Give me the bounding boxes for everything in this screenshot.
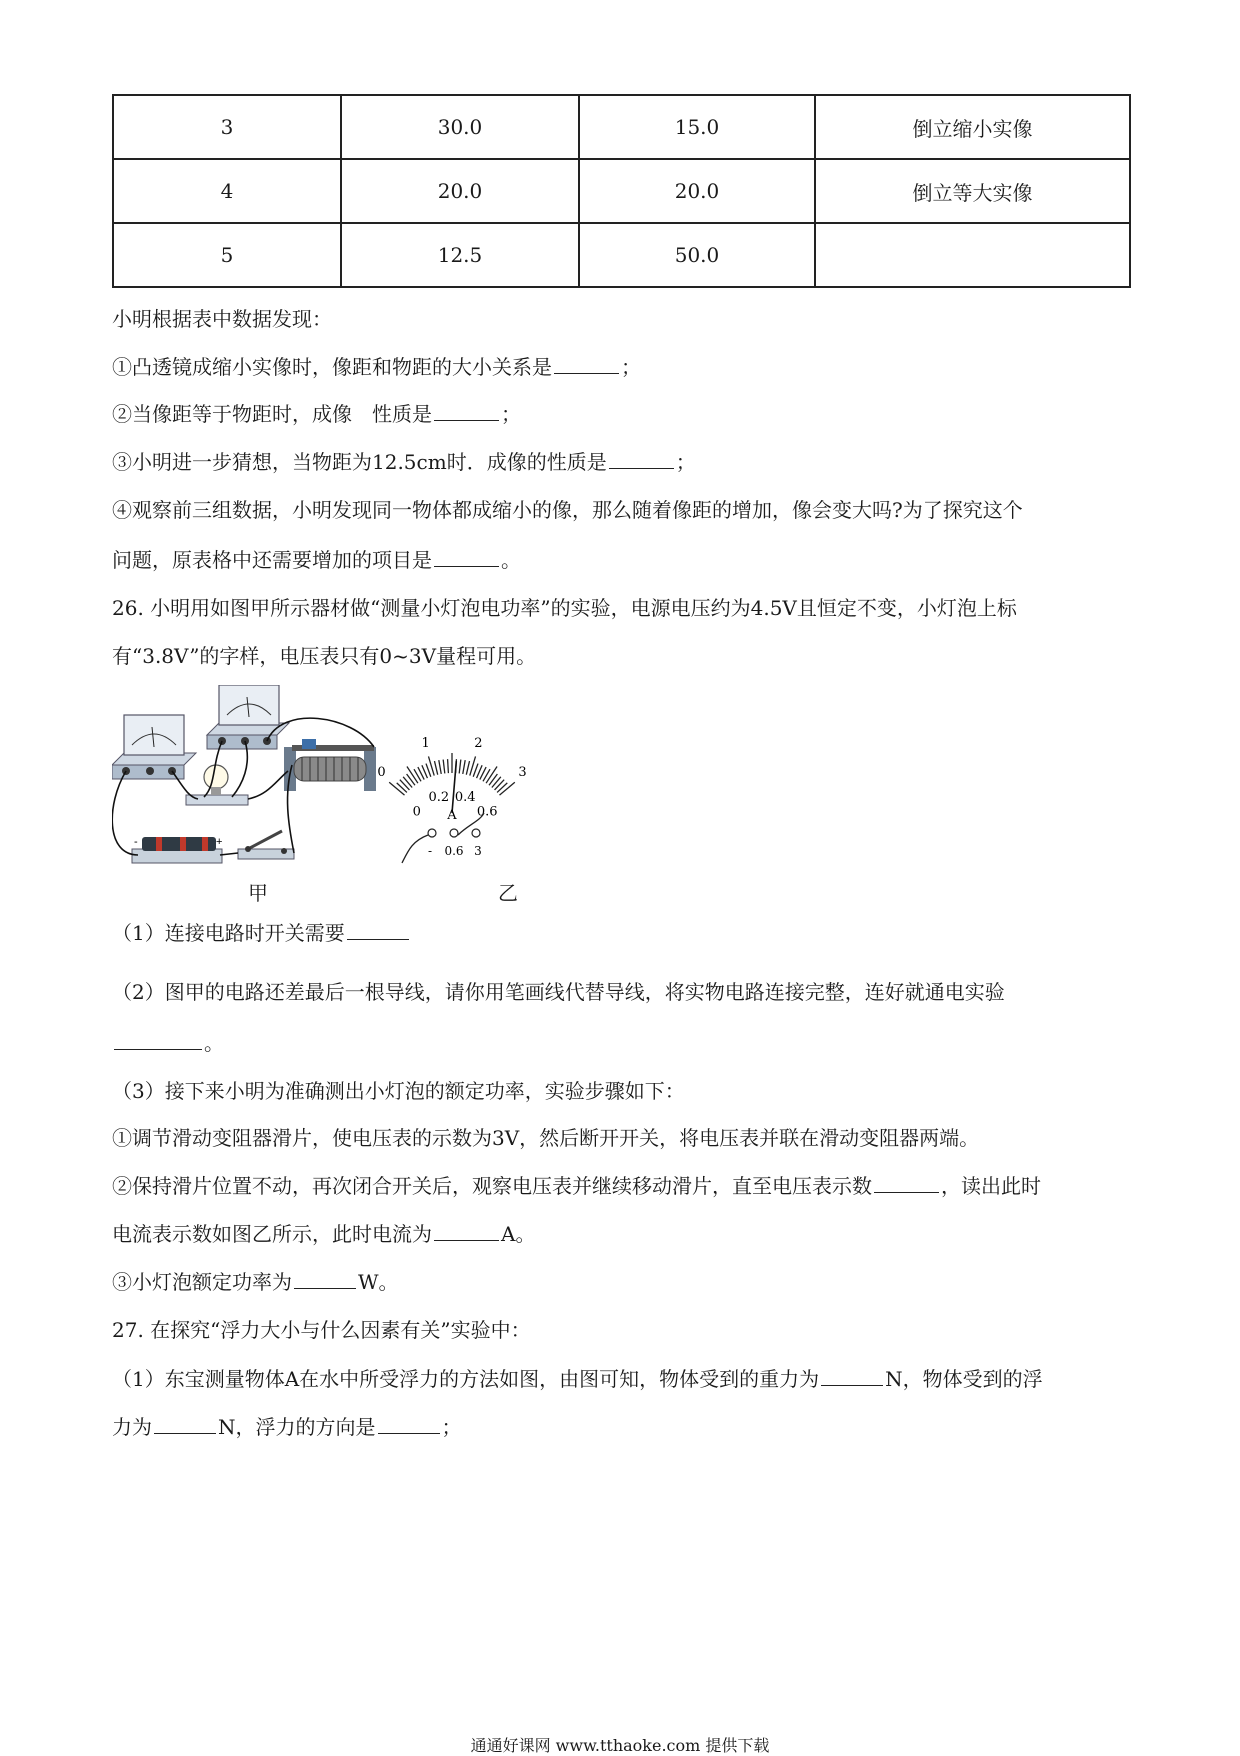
q26-step-2a-end: ，读出此时 [941,1174,1041,1198]
q26-sub-1-text: （1）连接电路时开关需要 [112,921,345,945]
dial-bottom-label: 0.6 [476,804,498,820]
q26-figure [112,685,632,905]
q25-intro: 小明根据表中数据发现： [112,307,332,331]
q25-item-1 [112,354,1132,380]
answer-blank[interactable] [609,450,674,469]
table-row [113,159,1130,223]
ammeter-icon [112,715,196,779]
answer-blank[interactable] [154,1415,216,1434]
dial-tick [403,777,412,788]
svg-text:+: + [216,836,223,848]
q25-item-3 [112,449,1132,475]
terminal-label: 3 [474,844,482,858]
q26-sub-1 [112,920,1132,946]
q27-sub-1a [112,1366,1132,1392]
table-cell: 50.0 [579,223,815,287]
q26-step-3-text: ③小灯泡额定功率为 [112,1270,292,1294]
dial-unit: A [447,808,457,823]
lens-data-table [112,94,1131,288]
q27-sub-1a-text: （1）东宝测量物体A在水中所受浮力的方法如图，由图可知，物体受到的重力为 [112,1367,820,1391]
answer-blank[interactable] [294,1270,356,1289]
q27-sub-1b-end: ； [441,1415,462,1439]
q25-item-2-end: ； [501,402,521,426]
dial-tick [443,760,445,774]
dial-tick [434,761,437,775]
dial-top-label: 0 [377,764,386,780]
q26-step-1: ①调节滑动变阻器滑片，使电压表的示数为3V，然后断开开关，将电压表并联在滑动变阻器两端。 [112,1126,980,1150]
figure-caption-jia: 甲 [248,881,268,905]
answer-blank[interactable] [347,921,409,940]
dial-bottom-label: 0.2 [428,789,450,805]
answer-blank[interactable] [821,1367,883,1386]
q25-item-4b-text: 问题，原表格中还需要增加的项目是 [112,548,432,572]
q26-step-3-end: W。 [358,1270,399,1294]
rheostat-icon [284,739,376,791]
dial-top-label: 1 [421,735,430,751]
voltmeter-icon [207,685,289,749]
q25-item-4b [112,547,1132,573]
switch-icon [238,831,294,859]
table-cell: 15.0 [579,95,815,159]
q26-sub-2b-end: 。 [204,1031,224,1055]
q25-item-4b-end: 。 [501,548,521,572]
dial-tick [459,760,461,774]
q26-step-2b [112,1221,1132,1247]
dial-bottom-label: 0 [412,804,421,820]
terminal-label: - [427,844,433,858]
svg-text:-: - [134,836,138,848]
dial-tick [492,777,501,788]
q25-item-2 [112,401,1132,427]
dial-top-label: 2 [474,735,483,751]
circuit-figure [112,685,632,905]
battery-icon [132,836,222,863]
q27-sub-1b [112,1414,1132,1440]
q25-item-4a: ④观察前三组数据，小明发现同一物体都成缩小的像，那么随着像距的增加，像会变大吗?为了探究这个 [112,498,1023,522]
table-cell: 20.0 [579,159,815,223]
table-cell: 4 [113,159,341,223]
dial-tick [486,766,497,783]
dial-top-label: 3 [518,764,527,780]
answer-blank[interactable] [434,402,499,421]
dial-tick [466,761,469,775]
q27-sub-1b-mid: N，浮力的方向是 [218,1415,376,1439]
q25-item-2-text: ②当像距等于物距时，成像 性质是 [112,402,432,426]
q25-item-1-end: ； [621,355,641,379]
q27-stem: 27. 在探究“浮力大小与什么因素有关”实验中： [112,1318,531,1342]
table-cell: 20.0 [341,159,579,223]
dial-tick [407,766,418,783]
answer-blank[interactable] [114,1031,202,1050]
answer-blank[interactable] [554,355,619,374]
table-cell: 3 [113,95,341,159]
dial-tick [463,760,465,774]
dial-tick [439,760,441,774]
q25-item-3-end: ； [675,450,696,474]
table-cell [815,223,1130,287]
circuit-jia [112,685,376,863]
answer-blank[interactable] [434,548,499,567]
table-cell: 12.5 [341,223,579,287]
q27-sub-1b-text: 力为 [112,1415,152,1439]
q26-step-2b-text: 电流表示数如图乙所示，此时电流为 [112,1222,432,1246]
q26-sub-2b [112,1030,1132,1056]
ammeter-dial-yi [377,736,526,863]
figure-caption-yi: 乙 [498,881,518,905]
terminal-label: 0.6 [444,844,464,858]
answer-blank[interactable] [874,1174,939,1193]
table-cell: 倒立等大实像 [815,159,1130,223]
answer-blank[interactable] [378,1415,440,1434]
q26-step-2a-text: ②保持滑片位置不动，再次闭合开关后，观察电压表并继续移动滑片，直至电压表示数 [112,1174,872,1198]
q26-sub-2a: （2）图甲的电路还差最后一根导线，请你用笔画线代替导线，将实物电路连接完整，连好就通电实验 [112,980,1005,1004]
q26-step-2a [112,1173,1132,1199]
answer-blank[interactable] [434,1222,499,1241]
page-footer: 通通好课网 www.tthaoke.com 提供下载 [470,1736,770,1755]
q26-stem-a: 26. 小明用如图甲所示器材做“测量小灯泡电功率”的实验，电源电压约为4.5V且恒定不变，小灯泡上标 [112,596,1017,620]
table-cell: 5 [113,223,341,287]
q26-step-3 [112,1269,1132,1295]
table-cell: 倒立缩小实像 [815,95,1130,159]
q26-step-2b-end: A。 [501,1222,536,1246]
dial-tick [400,780,410,790]
q26-stem-b: 有“3.8V”的字样，电压表只有0~3V量程可用。 [112,644,537,668]
q25-item-1-text: ①凸透镜成缩小实像时，像距和物距的大小关系是 [112,355,552,379]
dial-tick [495,780,505,790]
dial-tick [397,783,407,793]
dial-bottom-label: 0.4 [454,789,476,805]
dial-tick [448,759,449,773]
dial-tick [497,783,507,793]
q27-sub-1a-mid: N，物体受到的浮 [885,1367,1043,1391]
q26-sub-3: （3）接下来小明为准确测出小灯泡的额定功率，实验步骤如下： [112,1079,685,1103]
table-cell: 30.0 [341,95,579,159]
table-row [113,223,1130,287]
table-row [113,95,1130,159]
q25-item-3-text: ③小明进一步猜想，当物距为12.5cm时．成像的性质是 [112,450,607,474]
